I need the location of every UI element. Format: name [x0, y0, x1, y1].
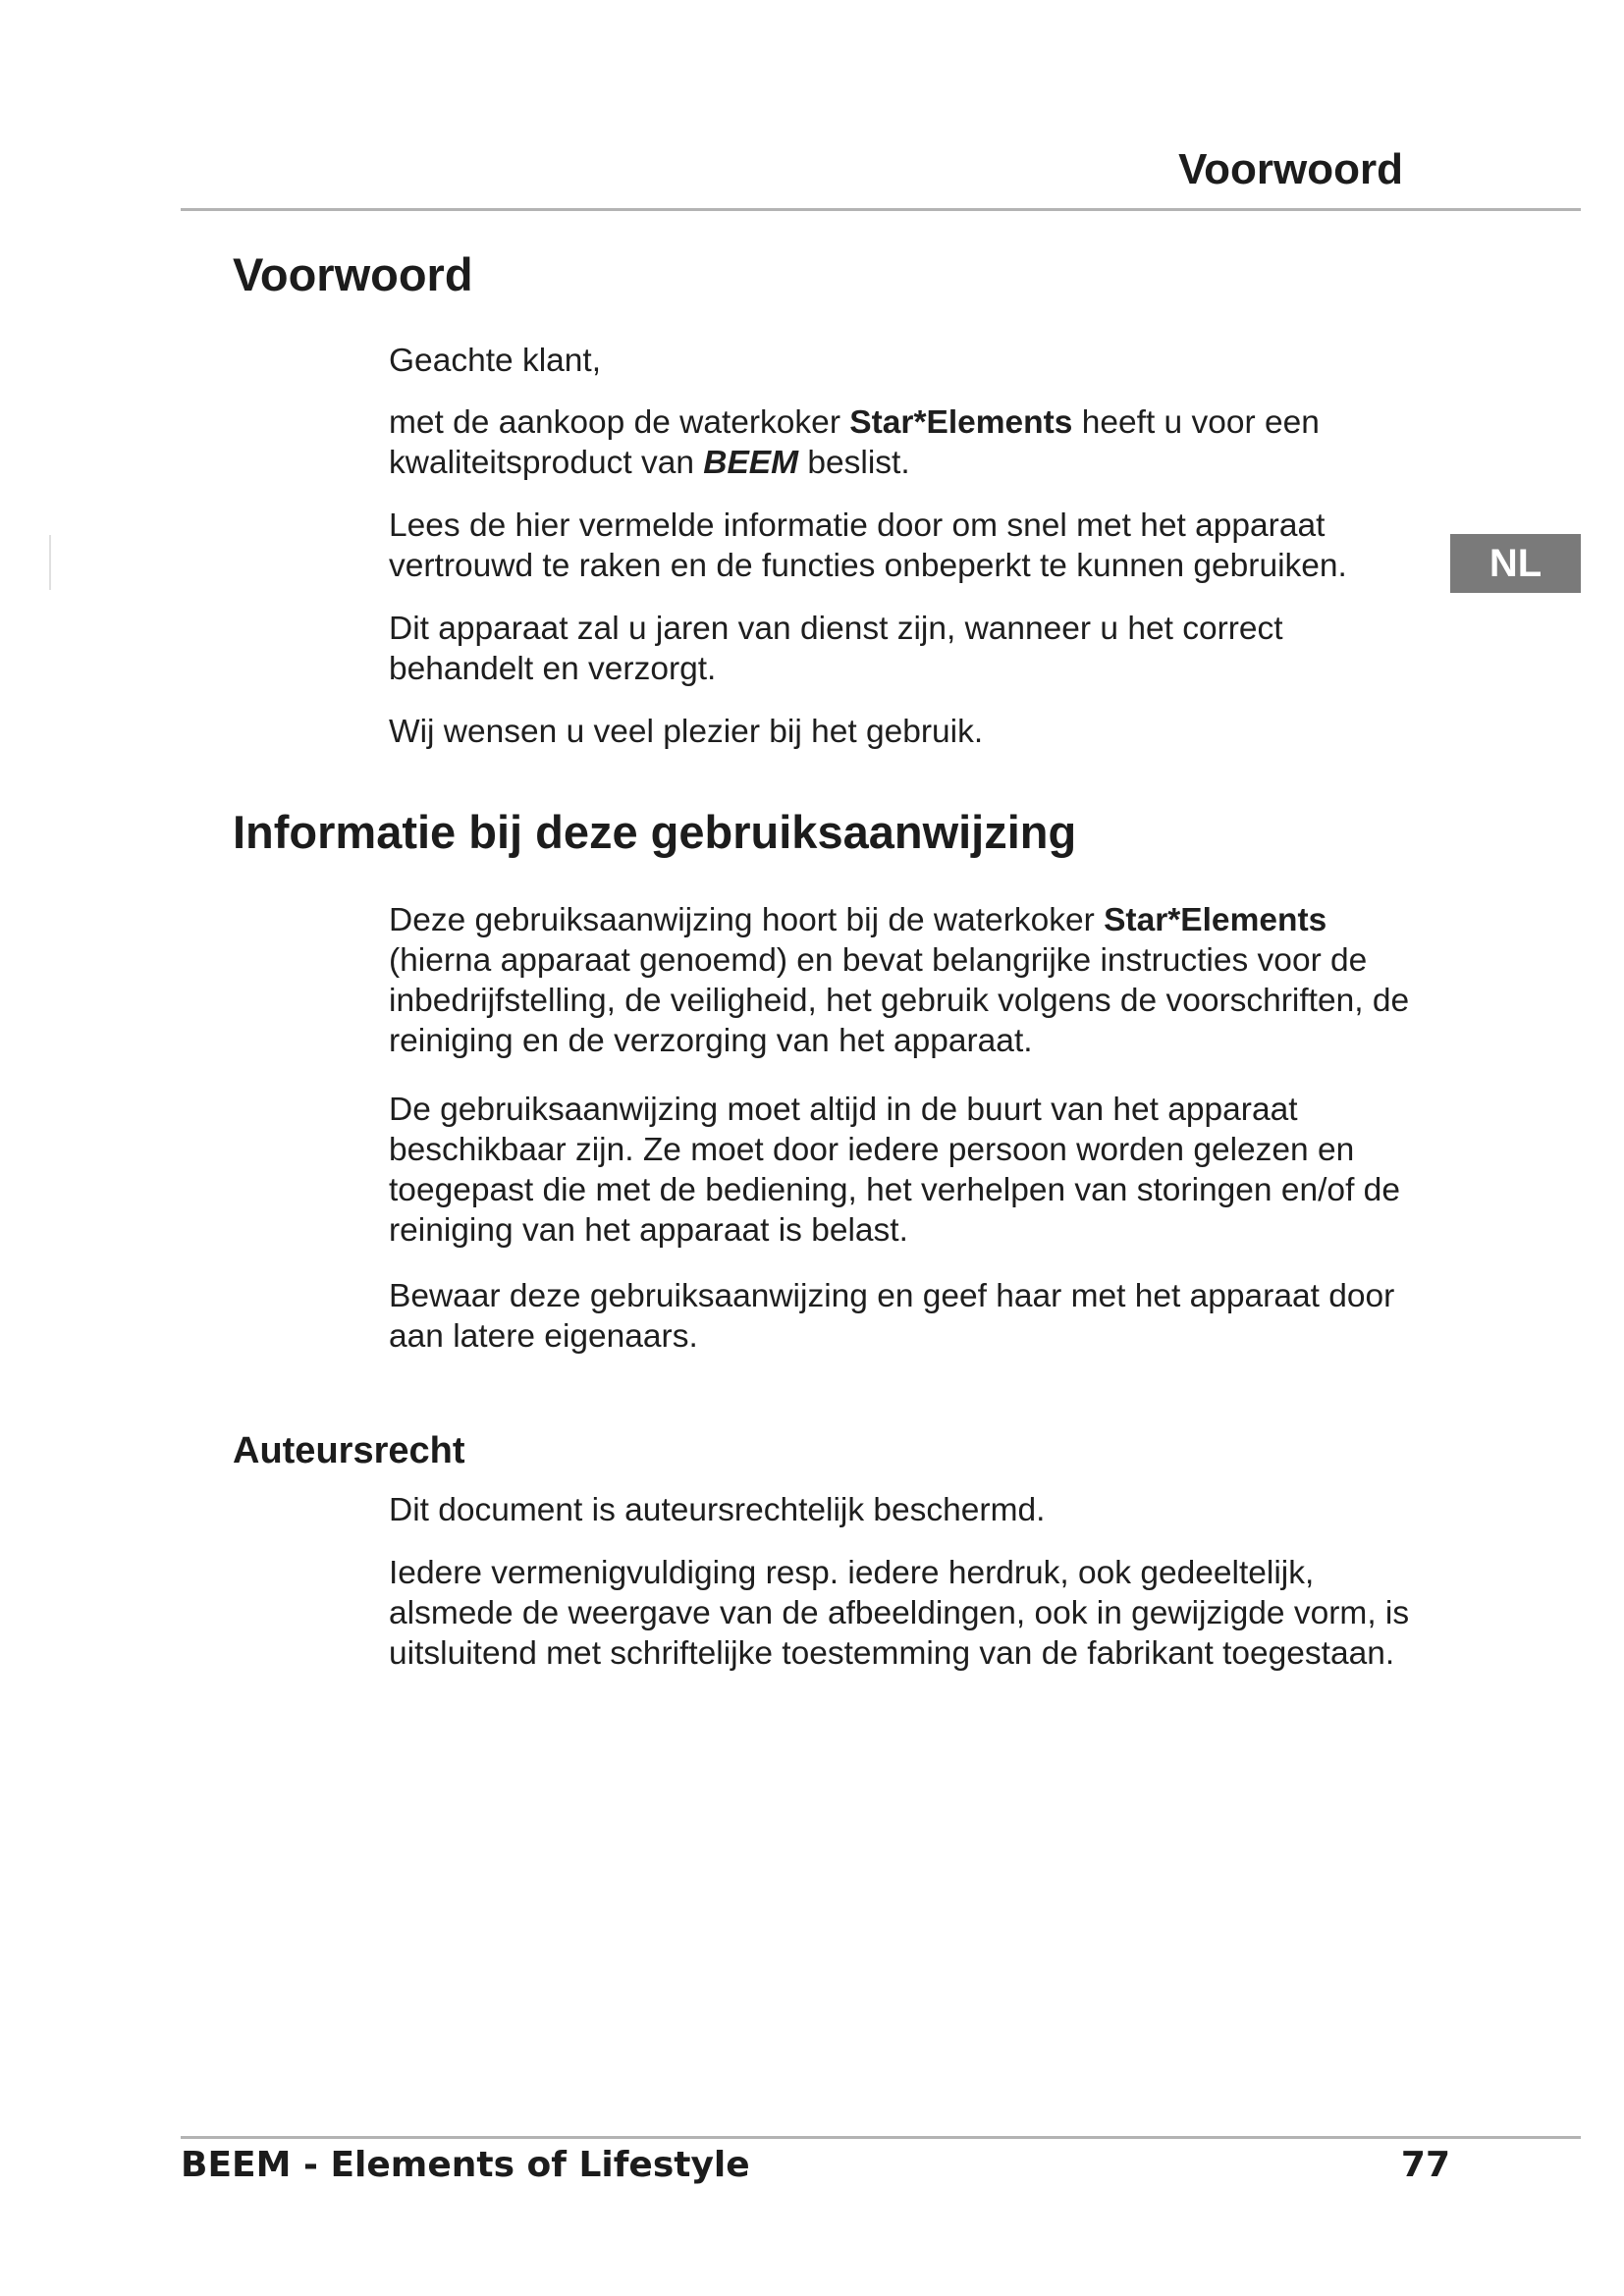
page-number: 77 — [1400, 2145, 1450, 2185]
wishes-paragraph: Wij wensen u veel plezier bij het gebruik. — [389, 714, 984, 750]
running-header-title: Voorwoord — [1178, 145, 1403, 193]
purchase-text-end: beslist. — [798, 445, 910, 481]
copyright-paragraph: Dit document is auteursrechtelijk beschermd. — [389, 1492, 1046, 1528]
product-name: Star*Elements — [1104, 902, 1327, 938]
manual-text-start: Deze gebruiksaanwijzing hoort bij de waterkoker — [389, 902, 1105, 938]
keep-manual-paragraph: Bewaar deze gebruiksaanwijzing en geef haar met het apparaat door aan latere eigenaars. — [389, 1278, 1395, 1355]
purchase-text-middle: heeft u voor een kwaliteitsproduct van — [389, 404, 1320, 481]
manual-text-end: (hierna apparaat genoemd) en bevat belangrijke instructies voor de inbedrijfstelling, de veiligheid, het gebruik volgens de voorschriften, de reiniging en de verzorging van het apparaat. — [389, 942, 1410, 1059]
footer-divider — [181, 2136, 1581, 2139]
heading-voorwoord: Voorwoord — [233, 248, 473, 300]
greeting-paragraph: Geachte klant, — [389, 343, 602, 379]
scan-edge-mark — [49, 535, 51, 590]
product-name: Star*Elements — [849, 404, 1073, 441]
language-tab: NL — [1450, 534, 1581, 593]
heading-auteursrecht: Auteursrecht — [233, 1430, 465, 1471]
reproduction-paragraph: Iedere vermenigvuldiging resp. iedere herdruk, ook gedeeltelijk, alsmede de weergave van de afbeeldingen, ook in gewijzigde vorm, is uitsluitend met schriftelijke toestemming van de fabrikant toegestaan. — [389, 1555, 1410, 1672]
manual-availability-paragraph: De gebruiksaanwijzing moet altijd in de buurt van het apparaat beschikbaar zijn. Ze moet door iedere persoon worden gelezen en toegepast die met de bediening, het verhelpen van storingen en/of de reiniging van het apparaat is belast. — [389, 1092, 1400, 1249]
service-paragraph: Dit apparaat zal u jaren van dienst zijn, wanneer u het correct behandelt en verzorgt. — [389, 611, 1283, 687]
read-info-paragraph: Lees de hier vermelde informatie door om snel met het apparaat vertrouwd te raken en de functies onbeperkt te kunnen gebruiken. — [389, 507, 1347, 584]
footer-brand: BEEM - Elements of Lifestyle — [181, 2145, 750, 2185]
heading-informatie: Informatie bij deze gebruiksaanwijzing — [233, 806, 1077, 858]
manual-belongs-paragraph — [389, 900, 1430, 1061]
purchase-text-start: met de aankoop de waterkoker — [389, 404, 850, 441]
header-divider — [181, 208, 1581, 211]
purchase-paragraph — [389, 402, 1430, 483]
brand-name: BEEM — [703, 445, 799, 481]
